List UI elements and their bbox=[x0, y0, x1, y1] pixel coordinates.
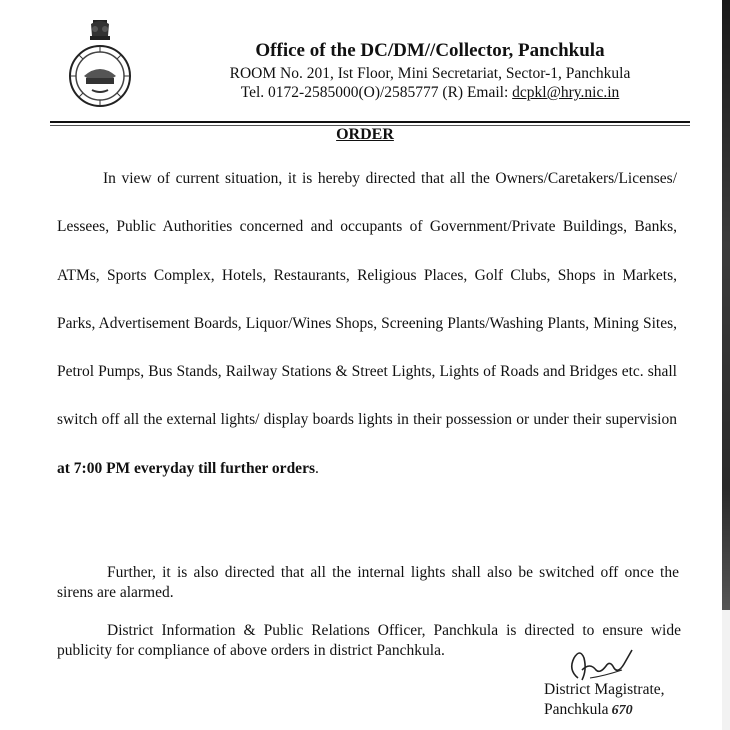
order-paragraph-1-highlight: at 7:00 PM everyday till further orders bbox=[57, 459, 315, 477]
order-paragraph-1 bbox=[57, 155, 677, 493]
header-divider bbox=[50, 121, 690, 123]
order-paragraph-3-text: District Information & Public Relations Officer, Panchkula is directed to ensure wide publicity for compliance of above orders in district Panchkula. bbox=[57, 622, 681, 659]
signatory-place: Panchkula bbox=[544, 701, 609, 718]
order-heading: ORDER bbox=[336, 126, 394, 143]
order-paragraph-1-text: In view of current situation, it is hereby directed that all the Owners/Caretakers/Licenses/ Lessees, Public Authorities concerned and occupants of Government/Private Buildings, Banks, ATMs, Sports Complex, Hotels, Restaurants, Religious Places, Golf Clubs, Shops in Markets, Parks, Advertisement Boards, Liquor/Wines Shops, Screening Plants/Washing Plants, Mining Sites, Petrol Pumps, Bus Stands, Railway Stations & Street Lights, Lights of Roads and Bridges etc. shall switch off all the external lights/ display boards lights in their possession or under their supervision bbox=[57, 170, 677, 429]
contact-phone: Tel. 0172-2585000(O)/2585777 (R) Email: bbox=[240, 84, 513, 101]
order-paragraph-2 bbox=[57, 563, 679, 603]
handwritten-signature bbox=[560, 640, 640, 685]
signatory-title: District Magistrate, bbox=[544, 681, 665, 698]
order-paragraph-2-text: Further, it is also directed that all the internal lights shall also be switched off once the sirens are alarmed. bbox=[57, 564, 679, 601]
contact-email: dcpkl@hry.nic.in bbox=[512, 84, 620, 101]
signatory-initial: 670 bbox=[611, 703, 633, 718]
adjacent-photo-edge-lower bbox=[722, 610, 730, 730]
haryana-emblem-icon bbox=[64, 18, 136, 108]
order-paragraph-1-end: . bbox=[314, 459, 319, 477]
office-address: ROOM No. 201, Ist Floor, Mini Secretariat, Sector-1, Panchkula bbox=[229, 65, 631, 82]
office-contact bbox=[150, 83, 710, 102]
signatory-place-line bbox=[544, 700, 665, 721]
signatory-block bbox=[544, 680, 665, 721]
letterhead bbox=[150, 40, 710, 102]
office-title: Office of the DC/DM//Collector, Panchkula bbox=[255, 40, 605, 61]
adjacent-photo-edge bbox=[722, 0, 730, 610]
